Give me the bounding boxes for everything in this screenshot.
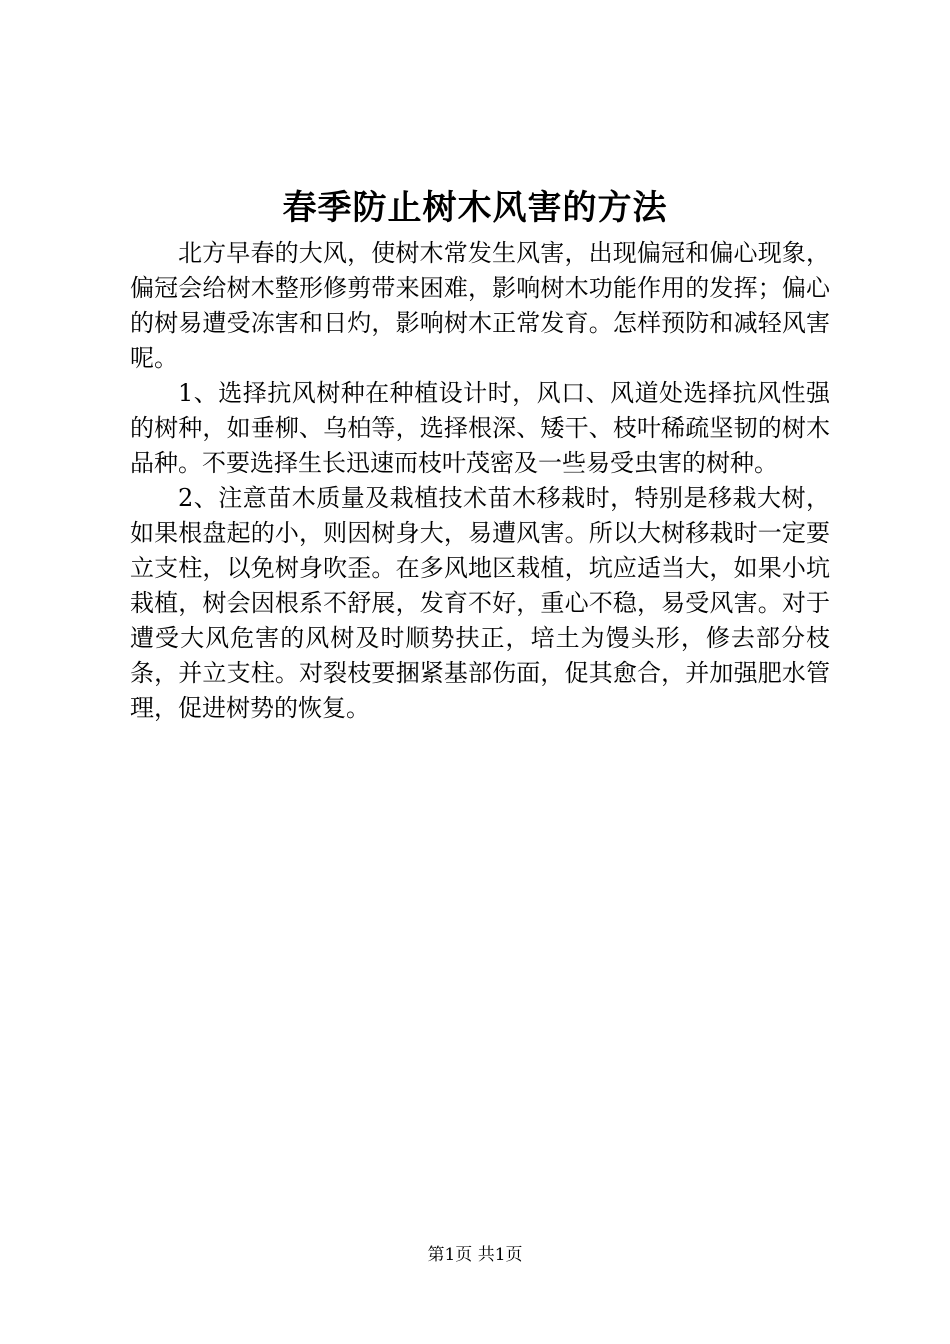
page-number-footer: 第1页 共1页 (427, 1245, 523, 1265)
paragraph-point-2: 2、注意苗木质量及栽植技术苗木移栽时，特别是移栽大树，如果根盘起的小，则因树身大，易遭风害。所以大树移栽时一定要立支柱，以免树身吹歪。在多风地区栽植，坑应适当大，如果小坑栽植，树会因根系不舒展，发育不好，重心不稳，易受风害。对于遭受大风危害的风树及时顺势扶正，培土为馒头形，修去部分枝条，并立支柱。对裂枝要捆紧基部伤面，促其愈合，并加强肥水管理，促进树势的恢复。 (130, 484, 830, 722)
document-title: 春季防止树木风害的方法 (282, 188, 668, 228)
paragraph-intro: 北方早春的大风，使树木常发生风害，出现偏冠和偏心现象，偏冠会给树木整形修剪带来困难，影响树木功能作用的发挥；偏心的树易遭受冻害和日灼，影响树木正常发育。怎样预防和减轻风害呢。 (130, 239, 830, 372)
paragraph-point-1: 1、选择抗风树种在种植设计时，风口、风道处选择抗风性强的树种，如垂柳、乌柏等，选择根深、矮干、枝叶稀疏坚韧的树木品种。不要选择生长迅速而枝叶茂密及一些易受虫害的树种。 (130, 379, 830, 477)
document-body (130, 236, 830, 726)
